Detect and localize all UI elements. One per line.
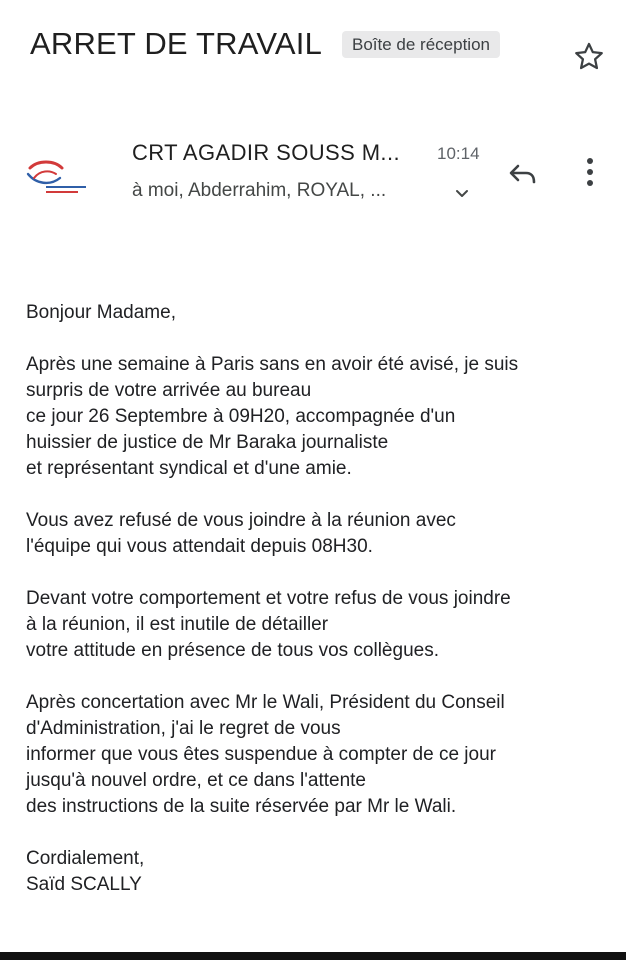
paragraph-4 <box>26 690 621 820</box>
body-line: Devant votre comportement et votre refus de vous joindre <box>26 588 511 609</box>
body-line: d'Administration, j'ai le regret de vous <box>26 718 341 739</box>
inbox-label-chip[interactable]: Boîte de réception <box>342 31 500 58</box>
body-line: votre attitude en présence de tous vos collègues. <box>26 640 439 661</box>
star-icon[interactable] <box>572 40 606 74</box>
email-header <box>30 22 610 72</box>
closing: Cordialement, <box>26 848 145 869</box>
body-line: Après concertation avec Mr le Wali, Président du Conseil <box>26 692 505 713</box>
email-subject: ARRET DE TRAVAIL <box>30 26 323 61</box>
paragraph-2 <box>26 508 621 560</box>
bottom-edge <box>0 952 626 960</box>
body-line: l'équipe qui vous attendait depuis 08H30. <box>26 536 373 557</box>
email-time: 10:14 <box>437 144 480 163</box>
sender-name[interactable]: CRT AGADIR SOUSS M... <box>132 140 400 165</box>
paragraph-3 <box>26 586 621 664</box>
body-line: surpris de votre arrivée au bureau <box>26 380 312 401</box>
recipients-summary[interactable]: à moi, Abderrahim, ROYAL, ... <box>132 180 387 201</box>
body-line: Après une semaine à Paris sans en avoir été avisé, je suis <box>26 354 519 375</box>
body-line: ce jour 26 Septembre à 09H20, accompagnée d'un <box>26 406 456 427</box>
body-line: des instructions de la suite réservée par Mr le Wali. <box>26 796 457 817</box>
paragraph-1 <box>26 352 621 482</box>
sender-logo[interactable] <box>24 156 94 200</box>
reply-icon[interactable] <box>504 156 540 192</box>
body-line: informer que vous êtes suspendue à compter de ce jour <box>26 744 496 765</box>
body-line: huissier de justice de Mr Baraka journaliste <box>26 432 389 453</box>
more-vertical-icon[interactable] <box>578 152 602 192</box>
email-body <box>26 300 621 924</box>
body-line: à la réunion, il est inutile de détailler <box>26 614 329 635</box>
body-line: jusqu'à nouvel ordre, et ce dans l'attente <box>26 770 366 791</box>
greeting: Bonjour Madame, <box>26 302 176 323</box>
chevron-down-icon[interactable] <box>452 184 472 204</box>
body-line: et représentant syndical et d'une amie. <box>26 458 352 479</box>
body-line: Vous avez refusé de vous joindre à la réunion avec <box>26 510 456 531</box>
signature: Saïd SCALLY <box>26 874 142 895</box>
sender-row <box>0 130 626 220</box>
signoff <box>26 846 621 898</box>
